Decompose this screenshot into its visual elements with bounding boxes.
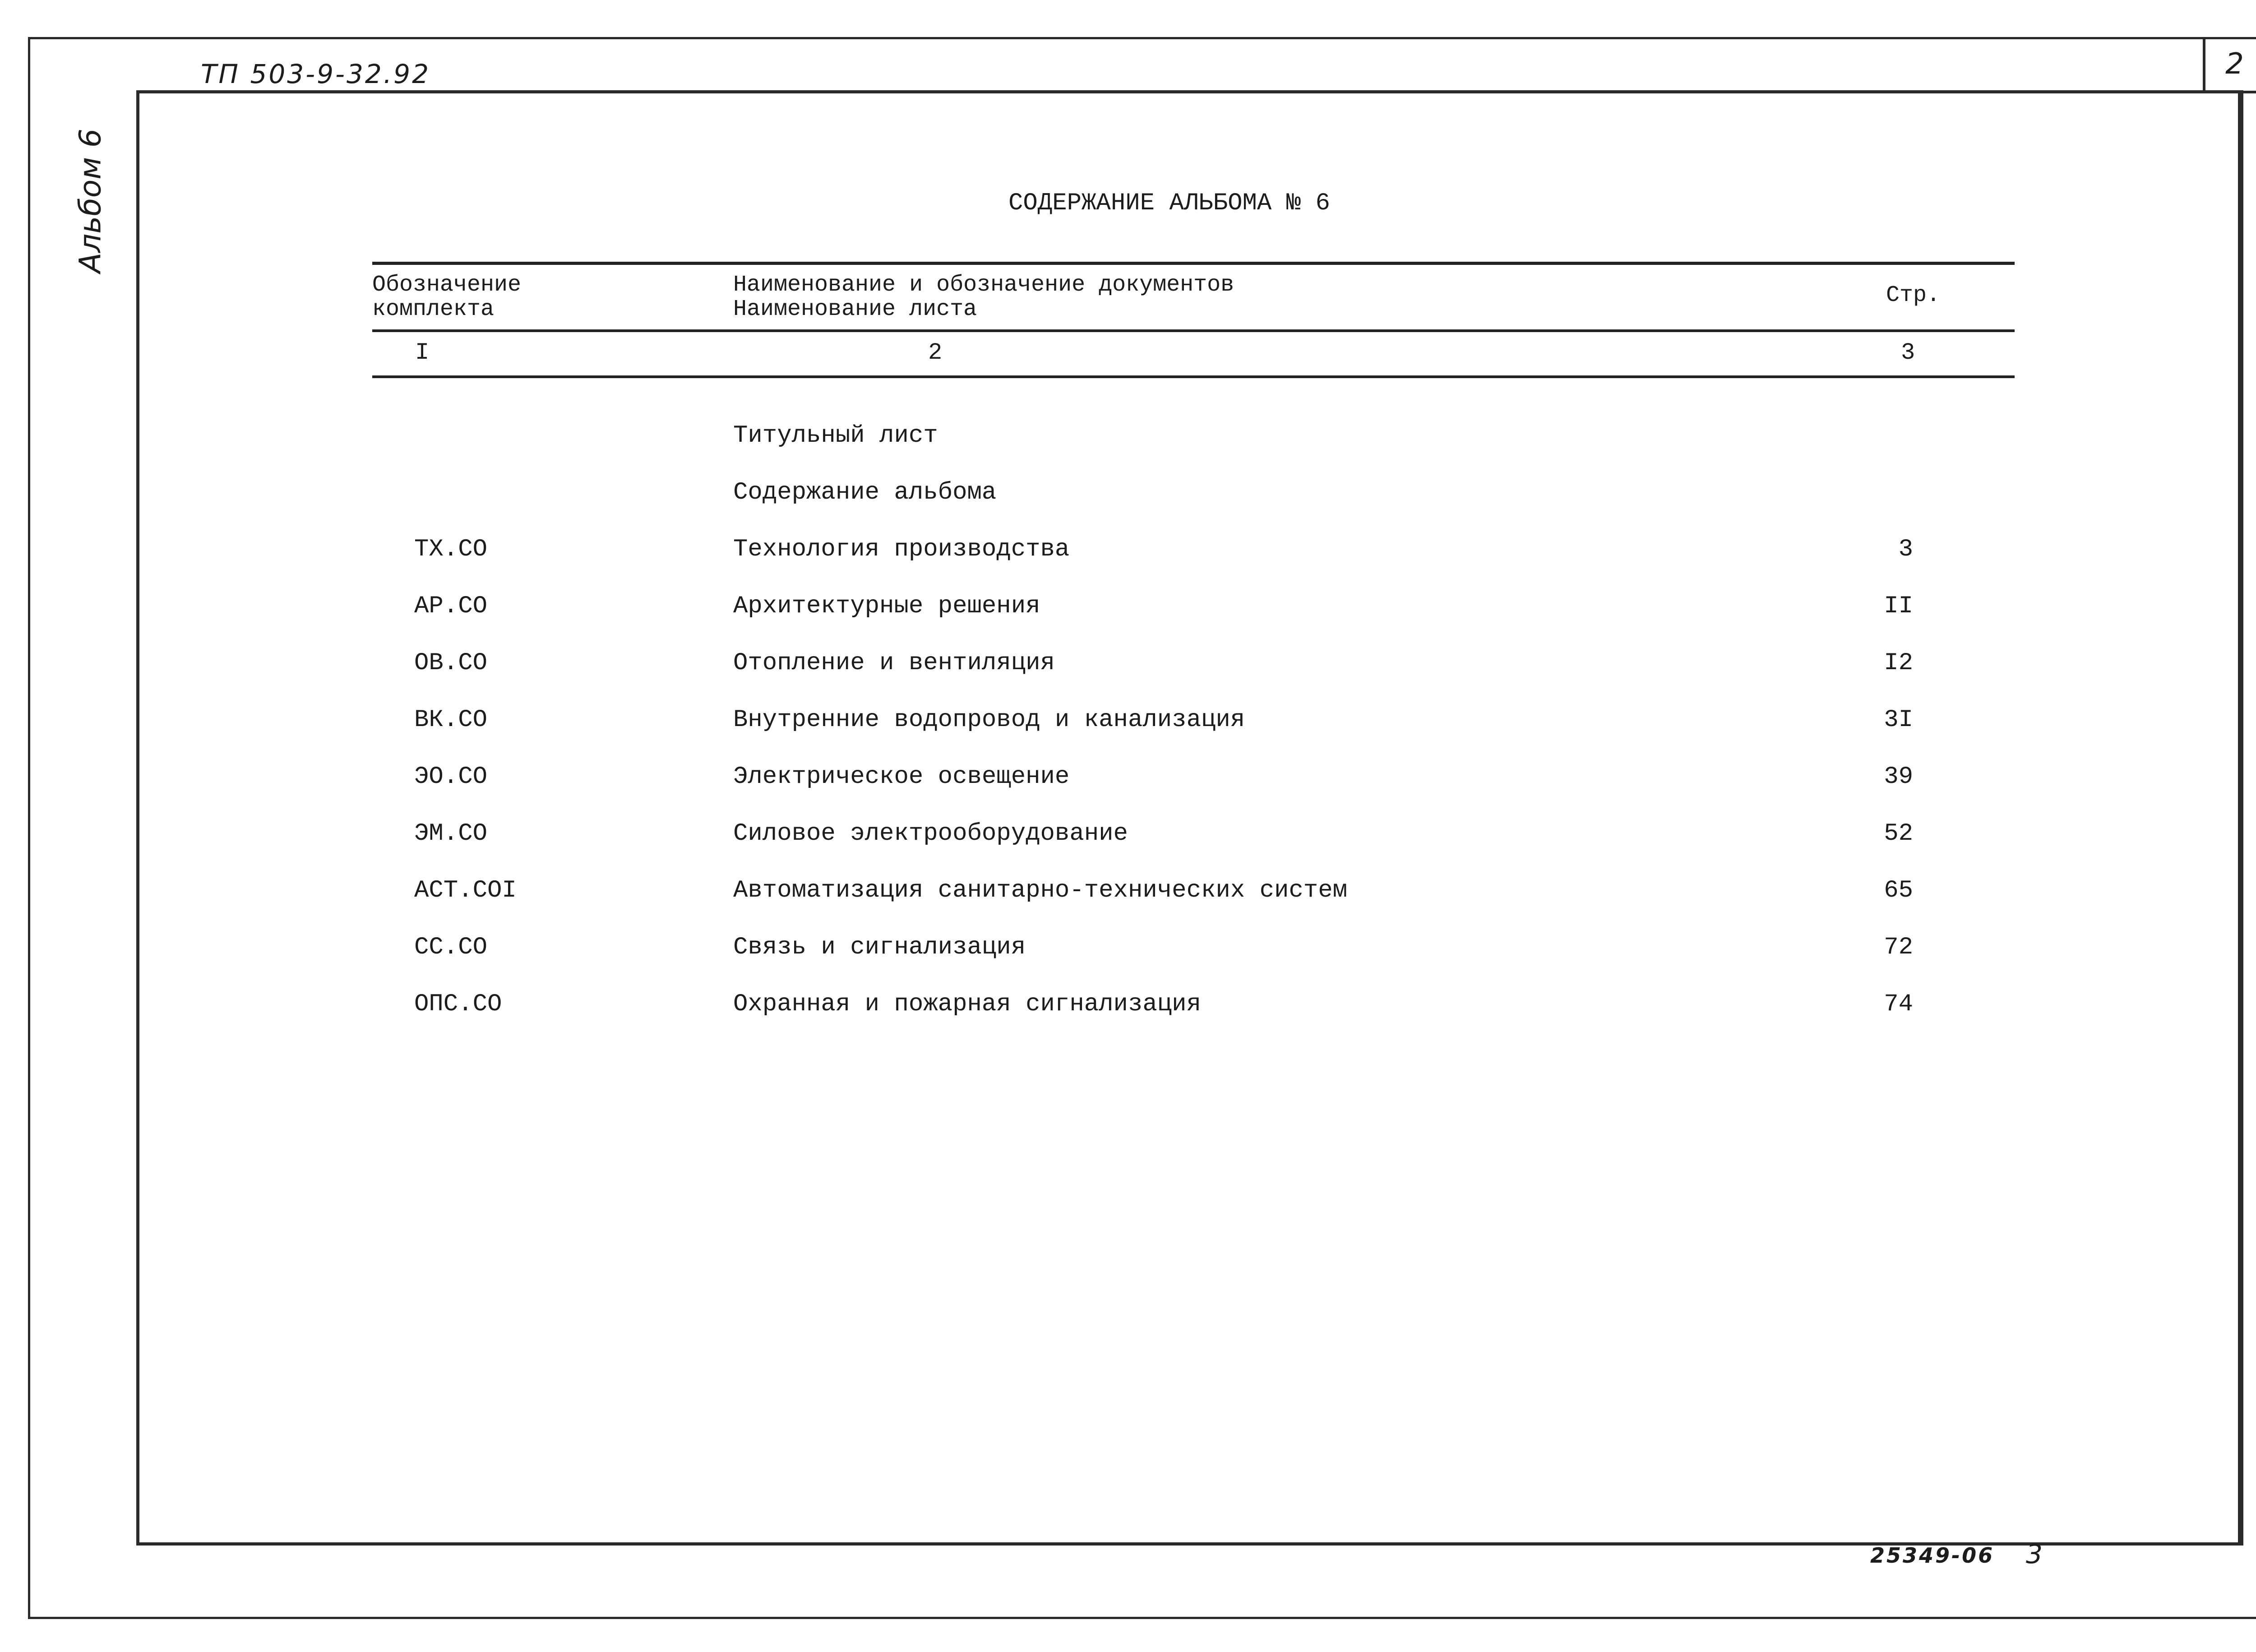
table-row xyxy=(0,990,2256,1022)
table-header-rule xyxy=(372,329,2015,332)
page-title: СОДЕРЖАНИЕ АЛЬБОМА № 6 xyxy=(1008,190,1330,217)
row-code: АСТ.СОI xyxy=(414,877,517,904)
archive-page: 3 xyxy=(2026,1539,2043,1569)
document-code: ТП 503-9-32.92 xyxy=(201,59,430,89)
column-number-2: 2 xyxy=(928,339,943,366)
row-name: Архитектурные решения xyxy=(733,592,1040,620)
header-name-line1: Наименование и обозначение документов xyxy=(733,272,1234,298)
row-name: Охранная и пожарная сигнализация xyxy=(733,990,1201,1018)
row-code: ЭМ.СО xyxy=(414,820,488,847)
sheet-number-box xyxy=(2203,37,2256,93)
table-row xyxy=(0,649,2256,681)
row-code: ВК.СО xyxy=(414,706,488,734)
row-page: II xyxy=(1884,592,1913,620)
row-name: Связь и сигнализация xyxy=(733,934,1026,961)
archive-number: 25349-06 xyxy=(1870,1543,1995,1568)
table-row xyxy=(0,763,2256,795)
table-numbers-rule xyxy=(372,375,2015,378)
table-row xyxy=(0,536,2256,567)
column-number-3: 3 xyxy=(1901,339,1915,366)
header-name xyxy=(733,273,1234,322)
row-name: Внутренние водопровод и канализация xyxy=(733,706,1245,734)
table-row xyxy=(0,479,2256,510)
album-side-label: Альбом 6 xyxy=(73,128,108,273)
header-page: Стр. xyxy=(1886,282,1941,308)
row-page: 3I xyxy=(1884,706,1913,734)
row-page: I2 xyxy=(1884,649,1913,677)
row-code: ЭО.СО xyxy=(414,763,488,791)
row-code: АР.СО xyxy=(414,592,488,620)
table-row xyxy=(0,706,2256,738)
header-designation xyxy=(372,273,521,322)
row-name: Технология производства xyxy=(733,536,1070,563)
row-page: 74 xyxy=(1884,990,1913,1018)
row-page: 39 xyxy=(1884,763,1913,791)
row-code: ОВ.СО xyxy=(414,649,488,677)
table-row xyxy=(0,934,2256,965)
header-name-line2: Наименование листа xyxy=(733,296,977,322)
row-name: Электрическое освещение xyxy=(733,763,1070,791)
table-row xyxy=(0,877,2256,908)
row-name: Отопление и вентиляция xyxy=(733,649,1055,677)
table-row xyxy=(0,592,2256,624)
row-name: Титульный лист xyxy=(733,422,938,449)
row-code: СС.СО xyxy=(414,934,488,961)
table-top-rule xyxy=(372,262,2015,265)
inner-frame-double-edge xyxy=(2238,90,2240,1546)
column-number-1: I xyxy=(415,339,430,366)
header-designation-line1: Обозначение xyxy=(372,272,522,298)
row-page: 52 xyxy=(1884,820,1913,847)
header-designation-line2: комплекта xyxy=(372,296,495,322)
sheet-number: 2 xyxy=(2225,47,2244,81)
row-name: Силовое электрооборудование xyxy=(733,820,1128,847)
table-row xyxy=(0,820,2256,851)
table-row xyxy=(0,422,2256,453)
row-name: Содержание альбома xyxy=(733,479,997,506)
row-page: 65 xyxy=(1884,877,1913,904)
row-page: 3 xyxy=(1898,536,1913,563)
row-page: 72 xyxy=(1884,934,1913,961)
row-code: ОПС.СО xyxy=(414,990,502,1018)
row-name: Автоматизация санитарно-технических систем xyxy=(733,877,1348,904)
row-code: ТХ.СО xyxy=(414,536,488,563)
